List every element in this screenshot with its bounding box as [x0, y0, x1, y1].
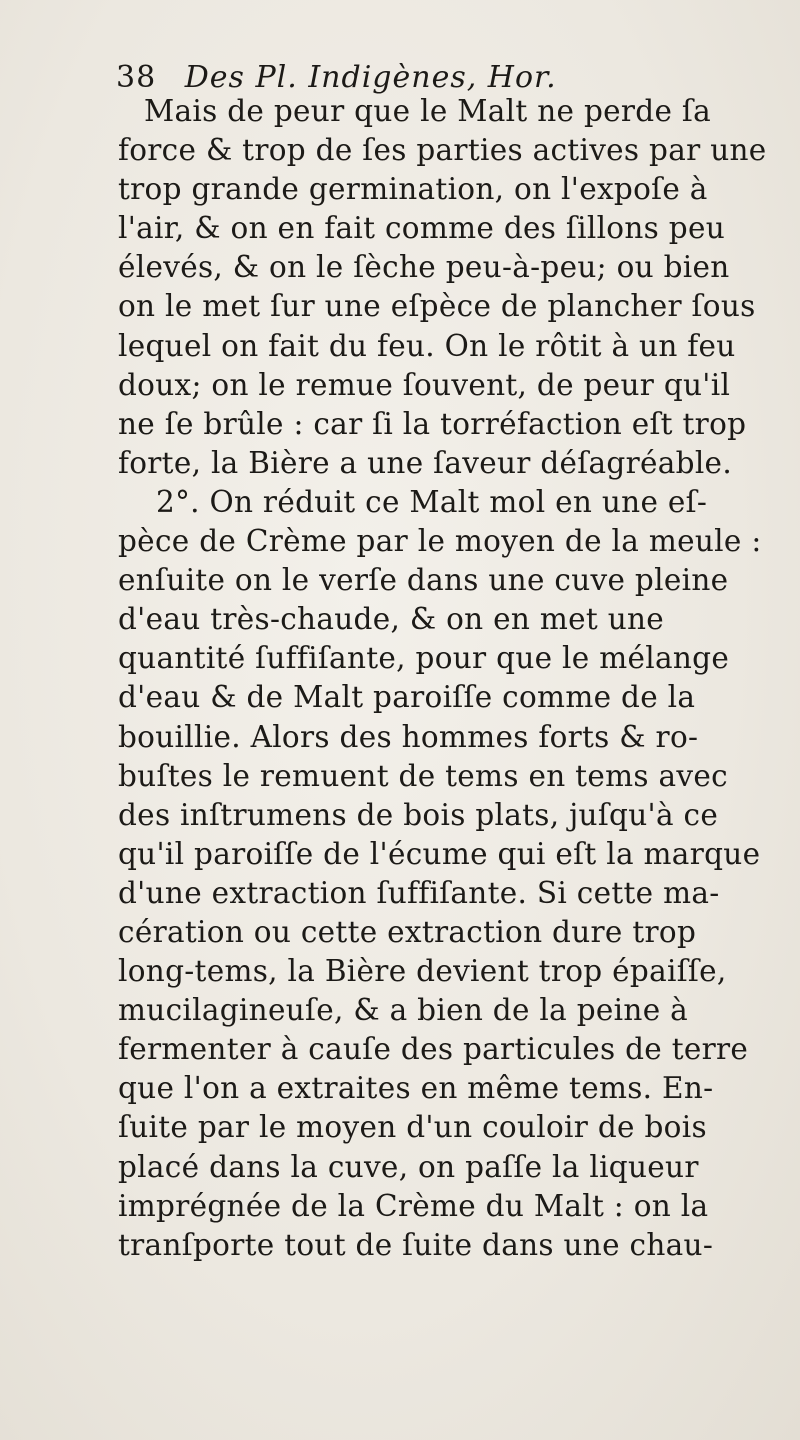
text-line: d'eau & de Malt paroiſſe comme de la — [118, 680, 696, 715]
text-line: on le met ſur une eſpèce de plancher ſous — [118, 289, 756, 324]
text-line: 2°. On réduit ce Malt mol en une eſ- — [156, 484, 708, 519]
text-line: l'air, & on en fait comme des ſillons peu — [118, 211, 726, 246]
running-title: Des Pl. Indigènes, Hor. — [184, 60, 557, 95]
body-text — [118, 92, 767, 1265]
text-line: imprégnée de la Crème du Malt : on la — [118, 1188, 709, 1223]
text-line: tranſporte tout de ſuite dans une chau- — [118, 1227, 714, 1262]
text-line: fermenter à cauſe des particules de terre — [118, 1032, 749, 1067]
text-line: mucilagineuſe, & a bien de la peine à — [118, 993, 689, 1028]
text-line: que l'on a extraites en même tems. En- — [118, 1071, 714, 1106]
text-line: doux; on le remue ſouvent, de peur qu'il — [118, 367, 731, 402]
text-line: force & trop de ſes parties actives par une — [118, 133, 767, 168]
text-line: cération ou cette extraction dure trop — [118, 914, 697, 949]
text-line: élevés, & on le ſèche peu-à-peu; ou bien — [118, 250, 730, 285]
text-line: ne ſe brûle : car ſi la torréfaction eſt trop — [118, 406, 747, 441]
text-line: long-tems, la Bière devient trop épaiſſe, — [118, 954, 727, 989]
text-line: lequel on fait du feu. On le rôtit à un feu — [118, 328, 736, 363]
running-header — [116, 60, 557, 96]
text-line: forte, la Bière a une ſaveur déſagréable. — [118, 445, 732, 480]
text-line: d'eau très-chaude, & on en met une — [118, 602, 665, 637]
text-line: trop grande germination, on l'expoſe à — [118, 172, 708, 207]
text-line: quantité ſuffiſante, pour que le mélange — [118, 641, 730, 676]
text-line: buſtes le remuent de tems en tems avec — [118, 758, 728, 793]
text-line: enſuite on le verſe dans une cuve pleine — [118, 563, 729, 598]
text-line: ſuite par le moyen d'un couloir de bois — [118, 1110, 707, 1145]
page-number: 38 — [116, 60, 157, 95]
text-line: qu'il paroiſſe de l'écume qui eſt la marque — [118, 836, 761, 871]
text-line: des inſtrumens de bois plats, juſqu'à ce — [118, 797, 719, 832]
text-line: Mais de peur que le Malt ne perde ſa — [144, 94, 712, 128]
text-line: placé dans la cuve, on paſſe la liqueur — [118, 1149, 699, 1184]
text-line: pèce de Crème par le moyen de la meule : — [118, 524, 762, 559]
text-line: d'une extraction ſuffiſante. Si cette ma- — [118, 875, 720, 910]
text-line: bouillie. Alors des hommes forts & ro- — [118, 719, 699, 754]
